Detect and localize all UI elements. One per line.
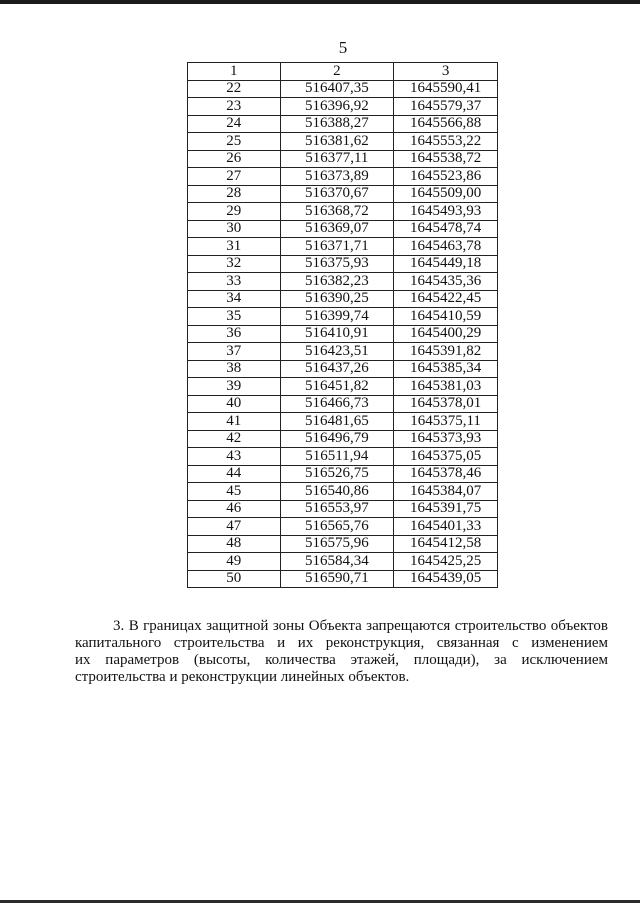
cell-y-coordinate: 1645422,45 xyxy=(394,290,498,308)
cell-point-number: 25 xyxy=(188,133,281,151)
cell-point-number: 37 xyxy=(188,343,281,361)
cell-x-coordinate: 516575,96 xyxy=(280,535,394,553)
table-row xyxy=(188,465,498,483)
cell-x-coordinate: 516437,26 xyxy=(280,360,394,378)
cell-y-coordinate: 1645478,74 xyxy=(394,220,498,238)
cell-point-number: 30 xyxy=(188,220,281,238)
table-row xyxy=(188,308,498,326)
table-row xyxy=(188,500,498,518)
paragraph-line: 3. В границах защитной зоны Объекта запрещаются строительство объектов xyxy=(113,618,608,634)
cell-y-coordinate: 1645410,59 xyxy=(394,308,498,326)
cell-x-coordinate: 516590,71 xyxy=(280,570,394,588)
cell-point-number: 47 xyxy=(188,518,281,536)
cell-point-number: 49 xyxy=(188,553,281,571)
cell-x-coordinate: 516466,73 xyxy=(280,395,394,413)
column-header-point: 1 xyxy=(188,63,281,81)
cell-point-number: 46 xyxy=(188,500,281,518)
cell-y-coordinate: 1645378,01 xyxy=(394,395,498,413)
cell-x-coordinate: 516496,79 xyxy=(280,430,394,448)
cell-x-coordinate: 516377,11 xyxy=(280,150,394,168)
cell-y-coordinate: 1645401,33 xyxy=(394,518,498,536)
scan-bottom-edge xyxy=(0,900,640,903)
cell-x-coordinate: 516399,74 xyxy=(280,308,394,326)
page-number: 5 xyxy=(338,38,348,57)
cell-y-coordinate: 1645538,72 xyxy=(394,150,498,168)
table-row xyxy=(188,343,498,361)
cell-point-number: 24 xyxy=(188,115,281,133)
cell-point-number: 45 xyxy=(188,483,281,501)
cell-x-coordinate: 516390,25 xyxy=(280,290,394,308)
cell-point-number: 43 xyxy=(188,448,281,466)
table-row xyxy=(188,185,498,203)
cell-y-coordinate: 1645385,34 xyxy=(394,360,498,378)
paragraph-line: строительства и реконструкции линейных объектов. xyxy=(75,669,410,685)
table-row xyxy=(188,203,498,221)
cell-x-coordinate: 516388,27 xyxy=(280,115,394,133)
cell-point-number: 33 xyxy=(188,273,281,291)
cell-x-coordinate: 516451,82 xyxy=(280,378,394,396)
table-row xyxy=(188,483,498,501)
cell-point-number: 35 xyxy=(188,308,281,326)
cell-y-coordinate: 1645375,11 xyxy=(394,413,498,431)
cell-point-number: 26 xyxy=(188,150,281,168)
table-row xyxy=(188,168,498,186)
cell-x-coordinate: 516368,72 xyxy=(280,203,394,221)
cell-y-coordinate: 1645391,82 xyxy=(394,343,498,361)
cell-x-coordinate: 516407,35 xyxy=(280,80,394,98)
cell-x-coordinate: 516481,65 xyxy=(280,413,394,431)
table-row xyxy=(188,238,498,256)
scan-top-edge xyxy=(0,0,640,4)
table-row xyxy=(188,150,498,168)
cell-y-coordinate: 1645425,25 xyxy=(394,553,498,571)
cell-x-coordinate: 516511,94 xyxy=(280,448,394,466)
cell-x-coordinate: 516382,23 xyxy=(280,273,394,291)
cell-y-coordinate: 1645435,36 xyxy=(394,273,498,291)
cell-x-coordinate: 516540,86 xyxy=(280,483,394,501)
cell-point-number: 50 xyxy=(188,570,281,588)
table-row xyxy=(188,413,498,431)
cell-y-coordinate: 1645378,46 xyxy=(394,465,498,483)
table-row xyxy=(188,570,498,588)
table-row xyxy=(188,98,498,116)
cell-y-coordinate: 1645439,05 xyxy=(394,570,498,588)
cell-point-number: 42 xyxy=(188,430,281,448)
cell-y-coordinate: 1645523,86 xyxy=(394,168,498,186)
cell-x-coordinate: 516410,91 xyxy=(280,325,394,343)
cell-point-number: 27 xyxy=(188,168,281,186)
cell-point-number: 34 xyxy=(188,290,281,308)
table-row xyxy=(188,378,498,396)
paragraph-clause-3 xyxy=(75,618,608,686)
table-body xyxy=(188,80,498,588)
table-row xyxy=(188,133,498,151)
cell-y-coordinate: 1645400,29 xyxy=(394,325,498,343)
cell-point-number: 36 xyxy=(188,325,281,343)
table-row xyxy=(188,273,498,291)
table-row xyxy=(188,430,498,448)
table-row xyxy=(188,395,498,413)
table-row xyxy=(188,255,498,273)
cell-point-number: 22 xyxy=(188,80,281,98)
cell-point-number: 44 xyxy=(188,465,281,483)
table-row xyxy=(188,115,498,133)
cell-x-coordinate: 516584,34 xyxy=(280,553,394,571)
cell-y-coordinate: 1645463,78 xyxy=(394,238,498,256)
table-row xyxy=(188,535,498,553)
table-row xyxy=(188,448,498,466)
table-row xyxy=(188,360,498,378)
cell-x-coordinate: 516526,75 xyxy=(280,465,394,483)
cell-y-coordinate: 1645384,07 xyxy=(394,483,498,501)
cell-y-coordinate: 1645375,05 xyxy=(394,448,498,466)
table-row xyxy=(188,518,498,536)
cell-y-coordinate: 1645412,58 xyxy=(394,535,498,553)
paragraph-line: капитального строительства и их реконструкция, связанная с изменением xyxy=(75,635,608,651)
cell-y-coordinate: 1645449,18 xyxy=(394,255,498,273)
coordinates-table xyxy=(187,62,498,588)
cell-x-coordinate: 516396,92 xyxy=(280,98,394,116)
cell-point-number: 38 xyxy=(188,360,281,378)
table-row xyxy=(188,553,498,571)
table-row xyxy=(188,290,498,308)
cell-y-coordinate: 1645579,37 xyxy=(394,98,498,116)
cell-point-number: 23 xyxy=(188,98,281,116)
table-row xyxy=(188,80,498,98)
cell-x-coordinate: 516373,89 xyxy=(280,168,394,186)
cell-y-coordinate: 1645590,41 xyxy=(394,80,498,98)
cell-y-coordinate: 1645493,93 xyxy=(394,203,498,221)
cell-point-number: 48 xyxy=(188,535,281,553)
cell-x-coordinate: 516381,62 xyxy=(280,133,394,151)
table-row xyxy=(188,325,498,343)
cell-point-number: 32 xyxy=(188,255,281,273)
column-header-x: 2 xyxy=(280,63,394,81)
cell-x-coordinate: 516370,67 xyxy=(280,185,394,203)
cell-y-coordinate: 1645553,22 xyxy=(394,133,498,151)
cell-x-coordinate: 516553,97 xyxy=(280,500,394,518)
table-row xyxy=(188,220,498,238)
cell-point-number: 31 xyxy=(188,238,281,256)
cell-point-number: 41 xyxy=(188,413,281,431)
cell-x-coordinate: 516369,07 xyxy=(280,220,394,238)
cell-x-coordinate: 516371,71 xyxy=(280,238,394,256)
cell-point-number: 39 xyxy=(188,378,281,396)
cell-x-coordinate: 516375,93 xyxy=(280,255,394,273)
cell-y-coordinate: 1645373,93 xyxy=(394,430,498,448)
cell-y-coordinate: 1645509,00 xyxy=(394,185,498,203)
cell-y-coordinate: 1645566,88 xyxy=(394,115,498,133)
cell-y-coordinate: 1645391,75 xyxy=(394,500,498,518)
column-header-y: 3 xyxy=(394,63,498,81)
paragraph-line: их параметров (высоты, количества этажей, площади), за исключением xyxy=(75,652,608,668)
cell-point-number: 40 xyxy=(188,395,281,413)
cell-x-coordinate: 516565,76 xyxy=(280,518,394,536)
cell-point-number: 28 xyxy=(188,185,281,203)
cell-point-number: 29 xyxy=(188,203,281,221)
cell-y-coordinate: 1645381,03 xyxy=(394,378,498,396)
cell-x-coordinate: 516423,51 xyxy=(280,343,394,361)
table-header-row xyxy=(188,63,498,81)
